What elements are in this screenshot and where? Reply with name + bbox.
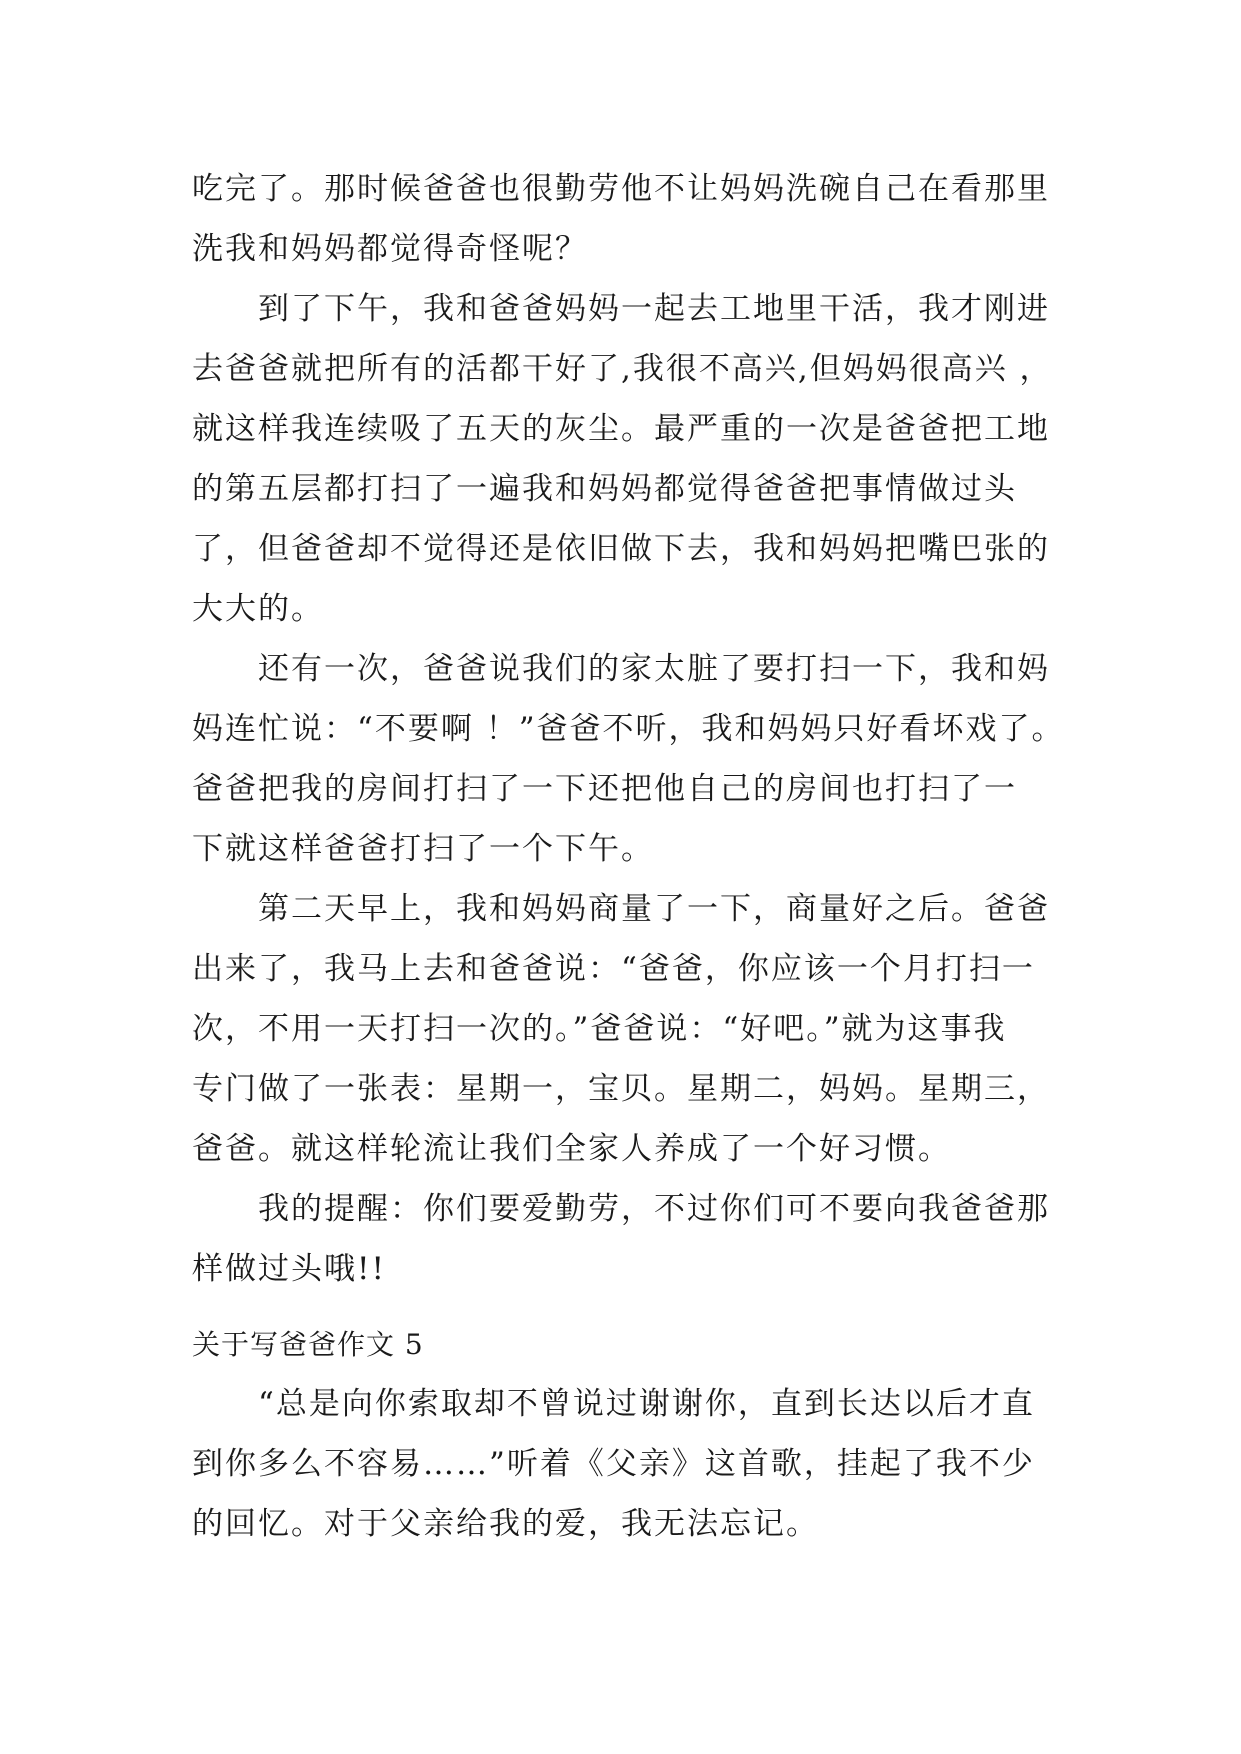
text-line: 的回忆。对于父亲给我的爱，我无法忘记。 (192, 1506, 819, 1542)
essay-body-part-2 (192, 1374, 1072, 1554)
text-line: 专门做了一张表：星期一，宝贝。星期二，妈妈。星期三， (192, 1071, 1050, 1107)
text-line: 去爸爸就把所有的活都干好了,我很不高兴,但妈妈很高兴 ， (192, 351, 1053, 387)
text-line: 到你多么不容易……”听着《父亲》这首歌，挂起了我不少 (192, 1446, 1035, 1482)
paragraph-start-line: “总是向你索取却不曾说过谢谢你，直到长达以后才直 (258, 1386, 1035, 1422)
text-line: 洗我和妈妈都觉得奇怪呢？ (192, 231, 588, 267)
text-line: 下就这样爸爸打扫了一个下午。 (192, 831, 654, 867)
text-line: 的第五层都打扫了一遍我和妈妈都觉得爸爸把事情做过头 (192, 471, 1017, 507)
paragraph-start-line: 还有一次，爸爸说我们的家太脏了要打扫一下，我和妈 (258, 651, 1050, 687)
text-line: 了，但爸爸却不觉得还是依旧做下去，我和妈妈把嘴巴张的 (192, 531, 1050, 567)
text-line: 次，不用一天打扫一次的。”爸爸说：“好吧。”就为这事我 (192, 1011, 1007, 1047)
essay-body-part-1 (192, 159, 1072, 1299)
paragraph-start-line: 我的提醒：你们要爱勤劳，不过你们可不要向我爸爸那 (258, 1191, 1050, 1227)
paragraph-start-line: 到了下午，我和爸爸妈妈一起去工地里干活，我才刚进 (258, 291, 1050, 327)
text-line: 出来了，我马上去和爸爸说：“爸爸，你应该一个月打扫一 (192, 951, 1035, 987)
text-line: 妈连忙说：“不要啊 ！”爸爸不听，我和妈妈只好看坏戏了。 (192, 711, 1065, 747)
text-line: 样做过头哦!! (192, 1251, 386, 1287)
text-line: 爸爸把我的房间打扫了一下还把他自己的房间也打扫了一 (192, 771, 1017, 807)
text-line: 爸爸。就这样轮流让我们全家人养成了一个好习惯。 (192, 1131, 951, 1167)
paragraph-start-line: 第二天早上，我和妈妈商量了一下，商量好之后。爸爸 (258, 891, 1050, 927)
text-line: 就这样我连续吸了五天的灰尘。最严重的一次是爸爸把工地 (192, 411, 1050, 447)
text-line: 大大的。 (192, 591, 324, 627)
section-heading: 关于写爸爸作文 5 (192, 1328, 424, 1361)
text-line: 吃完了。那时候爸爸也很勤劳他不让妈妈洗碗自己在看那里 (192, 171, 1050, 207)
